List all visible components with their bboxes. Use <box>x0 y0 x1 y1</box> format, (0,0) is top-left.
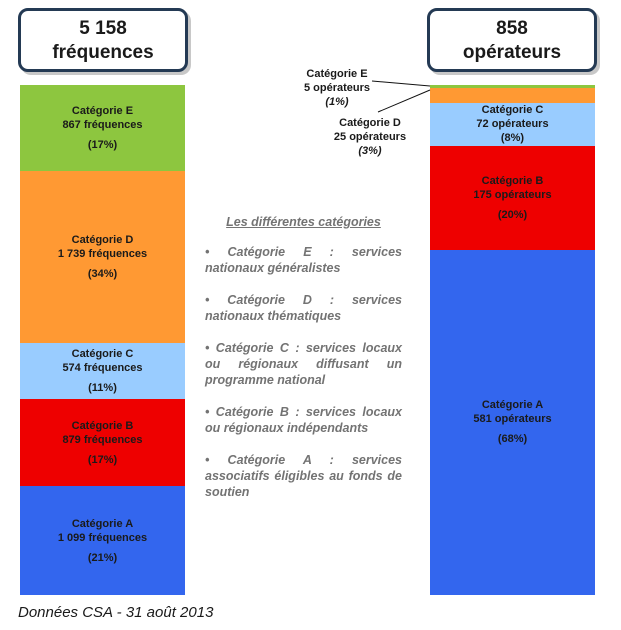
callout-d-pct: (3%) <box>358 145 382 157</box>
operators-stacked-bar <box>430 85 595 595</box>
callout-e-pct: (1%) <box>325 96 349 108</box>
callout-categorie-e <box>282 67 392 109</box>
frequencies-categorie-a-pct-label: (21%) <box>87 551 118 564</box>
frequencies-segment-categorie-b <box>20 399 185 486</box>
frequencies-total-label: fréquences <box>52 42 154 63</box>
frequencies-categorie-a-category-label: Catégorie A <box>71 517 134 530</box>
frequencies-categorie-e-value-label: 867 fréquences <box>62 118 143 131</box>
frequencies-categorie-c-value-label: 574 fréquences <box>62 362 143 375</box>
frequencies-segment-categorie-c <box>20 343 185 400</box>
operators-categorie-b-value-label: 175 opérateurs <box>473 188 552 201</box>
operators-categorie-c-pct-label: (8%) <box>500 132 525 145</box>
frequencies-categorie-d-pct-label: (34%) <box>87 267 118 280</box>
frequencies-total-value: 5 158 <box>79 18 127 39</box>
legend-item-categorie-a: • Catégorie A : services associatifs éligibles au fonds de soutien <box>205 453 402 499</box>
frequencies-categorie-e-pct-label: (17%) <box>87 138 118 151</box>
categories-legend-title: Les différentes catégories <box>226 215 381 229</box>
frequencies-categorie-c-category-label: Catégorie C <box>71 348 134 361</box>
legend-item-categorie-c: • Catégorie C : services locaux ou régionaux diffusant un programme national <box>205 341 402 387</box>
frequencies-stacked-bar <box>20 85 185 595</box>
source-footer: Données CSA - 31 août 2013 <box>18 604 214 621</box>
operators-categorie-a-value-label: 581 opérateurs <box>473 413 552 426</box>
frequencies-categorie-d-category-label: Catégorie D <box>71 233 134 246</box>
frequencies-segment-categorie-a <box>20 486 185 595</box>
operators-total-value: 858 <box>496 18 528 39</box>
operators-segment-categorie-d <box>430 88 595 103</box>
callout-e-category: Catégorie E <box>306 68 368 80</box>
legend-item-categorie-b: • Catégorie B : services locaux ou régionaux indépendants <box>205 405 402 435</box>
operators-segment-categorie-a <box>430 250 595 595</box>
operators-categorie-c-category-label: Catégorie C <box>481 104 544 117</box>
legend-item-categorie-e: • Catégorie E : services nationaux généralistes <box>205 245 402 275</box>
operators-categorie-b-pct-label: (20%) <box>497 208 528 221</box>
operators-segment-categorie-b <box>430 146 595 250</box>
operators-total-header <box>427 8 597 72</box>
frequencies-total-header <box>18 8 188 72</box>
frequencies-categorie-b-category-label: Catégorie B <box>71 419 134 432</box>
operators-categorie-a-category-label: Catégorie A <box>481 399 544 412</box>
legend-item-categorie-d: • Catégorie D : services nationaux thématiques <box>205 293 402 323</box>
frequencies-categorie-a-value-label: 1 099 fréquences <box>57 531 148 544</box>
operators-segment-categorie-e <box>430 85 595 88</box>
callout-e-value: 5 opérateurs <box>303 82 371 94</box>
frequencies-categorie-c-pct-label: (11%) <box>88 382 117 395</box>
operators-total-label: opérateurs <box>462 42 562 63</box>
callout-d-value: 25 opérateurs <box>333 131 407 143</box>
categories-legend <box>205 214 402 516</box>
callout-categorie-d <box>318 116 422 158</box>
frequencies-categorie-e-category-label: Catégorie E <box>71 104 134 117</box>
callout-d-category: Catégorie D <box>339 117 401 129</box>
frequencies-categorie-d-value-label: 1 739 fréquences <box>57 247 148 260</box>
frequencies-segment-categorie-d <box>20 171 185 343</box>
operators-categorie-b-category-label: Catégorie B <box>481 174 544 187</box>
frequencies-segment-categorie-e <box>20 85 185 171</box>
operators-segment-categorie-c <box>430 103 595 146</box>
frequencies-categorie-b-value-label: 879 fréquences <box>62 433 143 446</box>
operators-categorie-c-value-label: 72 opérateurs <box>476 118 549 131</box>
frequencies-categorie-b-pct-label: (17%) <box>87 453 118 466</box>
operators-categorie-a-pct-label: (68%) <box>497 433 528 446</box>
